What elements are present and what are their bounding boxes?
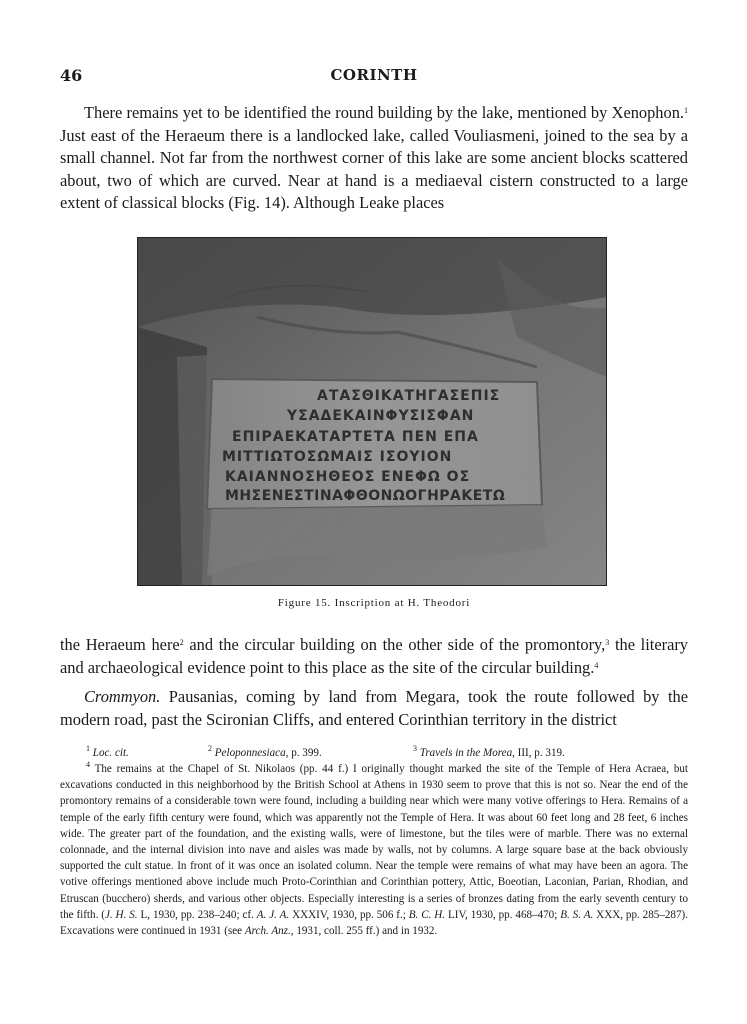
figure-inscription-photo [137,237,607,586]
footnote-1-number: 1 [86,744,90,753]
inscription-line-2: ΥΣΑΔΕΚΑΙΝΦΥΣΙΣΦΑΝ [287,408,475,424]
footnote-4-text-c: XXXIV, 1930, pp. 506 f.; [289,908,409,921]
paragraph1-text-b: Just east of the Heraeum there is a landlocked lake, called Vouliasmeni, joined to the sea by a small channel. Not far from the northwest corner of this lake are some ancient blocks scattered about, two of which are curved. Near at hand is a mediaeval cistern constructed to a large extent of classical blocks (Fig. 14). Although Leake places [60,125,688,212]
crommyon-heading: Crommyon. [84,687,161,706]
footnotes [60,745,688,939]
footnote-4-bch: B. C. H. [408,908,446,921]
footnote-1 [86,745,129,761]
footnote-3-title: Travels in the Morea [419,747,513,759]
footnote-ref-4[interactable]: 4 [594,660,599,670]
footnote-2 [208,745,322,761]
paragraph-crommyon [60,686,688,731]
footnote-4-bsa: B. S. A. [560,908,594,921]
inscription-photo [137,237,607,586]
footnote-4-text-e: XXX, pp. 285–287). Excavations were continued in 1931 (see [60,908,688,938]
paragraph3-text: Pausanias, coming by land from Megara, took the route followed by the modern road, past the Scironian Cliffs, and entered Corinthian territory in the district [60,687,688,729]
footnote-4 [60,761,688,939]
footnote-1-text: Loc. cit. [92,747,129,759]
inscription-line-4: ΜΙΤΤΙΩΤΟΣΩΜΑΙΣ ΙΣΟΥΙΟΝ [222,449,453,465]
footnote-4-text-d: LIV, 1930, pp. 468–470; [445,908,561,921]
paragraph-round-building [60,102,688,215]
footnote-4-arch-anz: Arch. Anz. [244,925,291,938]
footnote-3-tail: , III, p. 319. [512,747,565,759]
paragraph2-text-a: the Heraeum here [60,635,180,654]
figure-caption: Figure 15. Inscription at H. Theodori [277,597,471,609]
footnote-2-title: Peloponnesiaca [214,747,286,759]
footnote-ref-3[interactable]: 3 [605,638,610,647]
inscription-line-5: ΚΑΙΑΝΝΟΣΗΘΕΟΣ ΕΝΕΦΩ ΟΣ [225,469,471,485]
page-header [60,66,688,88]
running-head: CORINTH [330,66,418,84]
footnote-4-text-a: The remains at the Chapel of St. Nikolaos (pp. 44 f.) I originally thought marked the site of the Temple of Hera Acraea, but excavations conducted in this neighborhood by the British School at Athens in 1930 seem to prove that this is not so. Near the end of the promontory remains of a considerable town were found, including a building near which were many votive offerings to Hera. Remains of a temple of the early fifth century were found, which was apparently not the Temple of Hera. It was about 60 feet long and 28 feet, 6 inches wide. The greater part of the foundation, and the existing walls, were of limestone, but the tiles were of marble. There was no external colonnade, and the internal division into nave and aisles was made by walls, not by columns. A large square base at the back obviously supported the cult statue. In front of it was once an isolated column. Near the temple were remains of what may have been an agora. The votive offerings mentioned above include much Proto-Corinthian and Corinthian pottery, Attic, Boeotian, Laconian, Parian, Rhodian, and Etruscan (bucchero) sherds, and various other objects. Especially interesting is a series of bronzes dating from the early seventh century to the fifth. ( [60,763,688,921]
footnote-4-text-f: , 1931, coll. 255 ff.) and in 1932. [290,925,438,938]
footnote-3 [413,745,565,761]
footnote-2-tail: , p. 399. [285,747,322,759]
paragraph1-text-a: There remains yet to be identified the round building by the lake, mentioned by Xenophon. [84,103,684,122]
footnote-4-jhs: J. H. S. [104,908,138,921]
paragraph-heraeum [60,634,688,679]
inscription-line-6: ΜΗΣΕΝΕΣΤΙΝΑΦΘΟΝΩΟΓΗΡΑΚΕΤΩ [225,488,506,504]
footnote-3-number: 3 [413,744,417,753]
footnote-4-text-b: L, 1930, pp. 238–240; cf. [137,908,257,921]
inscription-line-1: ΑΤΑΣΘΙΚΑΤΗΓΑΣΕΠΙΣ [317,388,501,404]
footnotes-short-row [60,745,688,761]
footnote-ref-1[interactable]: 1 [684,106,688,115]
footnote-2-number: 2 [208,744,212,753]
footnote-ref-2[interactable]: 2 [179,638,184,647]
footnote-4-number: 4 [86,760,90,769]
page-number: 46 [60,66,83,85]
inscription-line-3: ΕΠΙΡΑΕΚΑΤΑΡΤΕΤΑ ΠΕΝ ΕΠΑ [232,429,479,445]
paragraph2-text-b: and the circular building on the other side of the promontory, [183,635,606,654]
footnote-4-aja: A. J. A. [256,908,290,921]
paragraph2-text-c: the literary and archaeological evidence point to this place as the site of the circular building. [60,635,688,677]
